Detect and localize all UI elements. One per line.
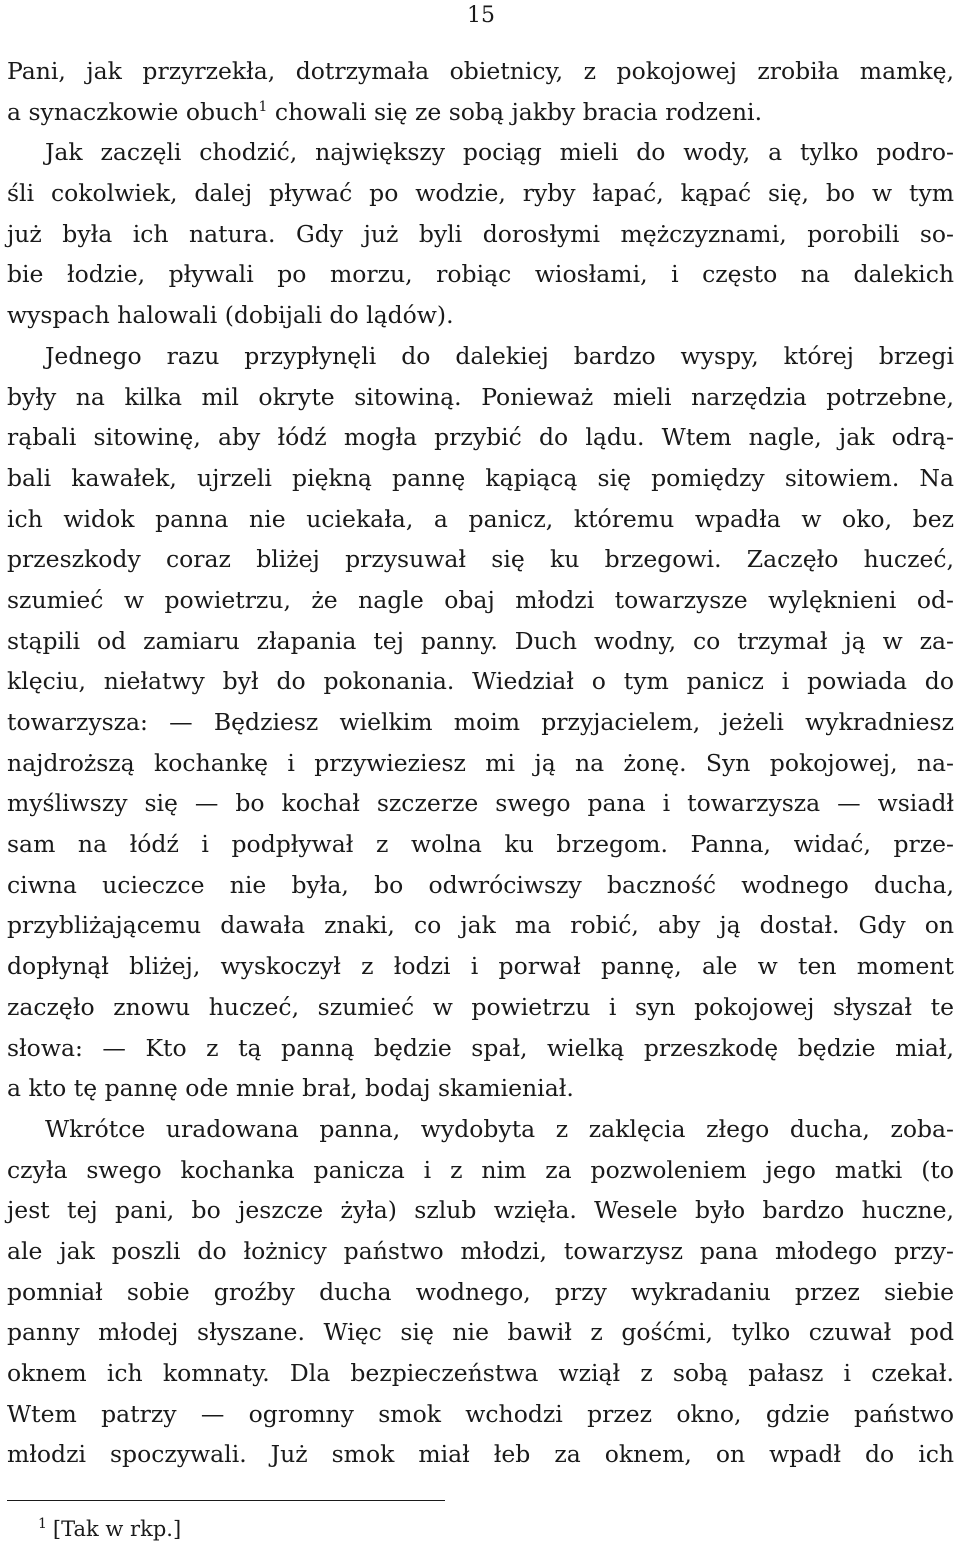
text-line: Jednego razu przypłynęli do dalekiej bardzo wyspy, której brzegi — [45, 341, 954, 370]
text-line: Jak zaczęli chodzić, największy pociąg mieli do wody, a tylko podro- — [45, 138, 954, 167]
text-line: młodzi spoczywali. Już smok miał łeb za oknem, on wpadł do ich — [7, 1440, 954, 1469]
footnote-text: [Tak w rkp.] — [52, 1517, 182, 1541]
text-line: ale jak poszli do łożnicy państwo młodzi, towarzysz pana młodego przy- — [7, 1236, 954, 1265]
text-line: ciwna ucieczce nie była, bo odwróciwszy baczność wodnego ducha, — [7, 870, 954, 899]
text-line: ich widok panna nie uciekała, a panicz, któremu wpadła w oko, bez — [7, 504, 954, 533]
text-line: klęciu, niełatwy był do pokonania. Wiedział o tym panicz i powiada do — [7, 667, 954, 696]
footnote-reference[interactable]: 1 — [258, 98, 268, 115]
text-line: czyła swego kochanka panicza i z nim za pozwoleniem jego matki (to — [7, 1155, 954, 1184]
text-line: Wkrótce uradowana panna, wydobyta z zaklęcia złego ducha, zoba- — [45, 1114, 954, 1143]
footnote-divider — [7, 1500, 445, 1501]
text-line: jest tej pani, bo jeszcze żyła) szlub wzięła. Wesele było bardzo huczne, — [7, 1196, 954, 1225]
text-line: już była ich natura. Gdy już byli dorosłymi mężczyznami, porobili so- — [7, 219, 954, 248]
text-line: wyspach halowali (dobijali do lądów). — [7, 301, 454, 330]
text-line: przybliżającemu dawała znaki, co jak ma robić, aby ją dostał. Gdy on — [7, 911, 954, 940]
text-line: rąbali sitowinę, aby łódź mogła przybić do lądu. Wtem nagle, jak odrą- — [7, 423, 954, 452]
text-line: dopłynął bliżej, wyskoczył z łodzi i porwał pannę, ale w ten moment — [7, 952, 954, 981]
text-line: najdroższą kochankę i przywieziesz mi ją na żonę. Syn pokojowej, na- — [7, 748, 954, 777]
text-line: szumieć w powietrzu, że nagle obaj młodzi towarzysze wylęknieni od- — [7, 585, 954, 614]
body-text — [7, 51, 954, 1475]
text-segment: a synaczkowie obuch — [7, 97, 259, 126]
footnote-marker: 1 — [38, 1516, 47, 1532]
text-line: pomniał sobie groźby ducha wodnego, przy wykradaniu przez siebie — [7, 1277, 954, 1306]
text-line — [7, 92, 954, 133]
text-line: Wtem patrzy — ogromny smok wchodzi przez okno, gdzie państwo — [7, 1399, 954, 1428]
text-line: panny młodej słyszane. Więc się nie bawił z gośćmi, tylko czuwał pod — [7, 1318, 954, 1347]
text-line: myśliwszy się — bo kochał szczerze swego pana i towarzysza — wsiadł — [7, 789, 954, 818]
text-line: stąpili od zamiaru złapania tej panny. Duch wodny, co trzymał ją w za- — [7, 626, 954, 655]
text-line: słowa: — Kto z tą panną będzie spał, wielką przeszkodę będzie miał, — [7, 1033, 954, 1062]
text-line: a kto tę pannę ode mnie brał, bodaj skamieniał. — [7, 1074, 574, 1103]
text-segment: chowali się ze sobą jakby bracia rodzeni. — [267, 97, 763, 126]
text-line: bie łodzie, pływali po morzu, robiąc wiosłami, i często na dalekich — [7, 260, 954, 289]
text-line: oknem ich komnaty. Dla bezpieczeństwa wziął z sobą pałasz i czekał. — [7, 1359, 954, 1387]
text-line: bali kawałek, ujrzeli piękną pannę kąpiącą się pomiędzy sitowiem. Na — [7, 463, 954, 492]
text-line: śli cokolwiek, dalej pływać po wodzie, ryby łapać, kąpać się, bo w tym — [7, 179, 954, 208]
text-line: towarzysza: — Będziesz wielkim moim przyjacielem, jeżeli wykradniesz — [7, 708, 954, 736]
text-line: były na kilka mil okryte sitowiną. Ponieważ mieli narzędzia potrzebne, — [7, 382, 954, 411]
text-line: Pani, jak przyrzekła, dotrzymała obietnicy, z pokojowej zrobiła mamkę, — [7, 57, 954, 85]
text-line: sam na łódź i podpływał z wolna ku brzegom. Panna, widać, prze- — [7, 830, 954, 859]
footnote — [38, 1517, 181, 1541]
text-line: przeszkody coraz bliżej przysuwał się ku brzegowi. Zaczęło huczeć, — [7, 545, 954, 574]
text-line: zaczęło znowu huczeć, szumieć w powietrzu i syn pokojowej słyszał te — [7, 992, 954, 1021]
page-number: 15 — [467, 3, 495, 28]
